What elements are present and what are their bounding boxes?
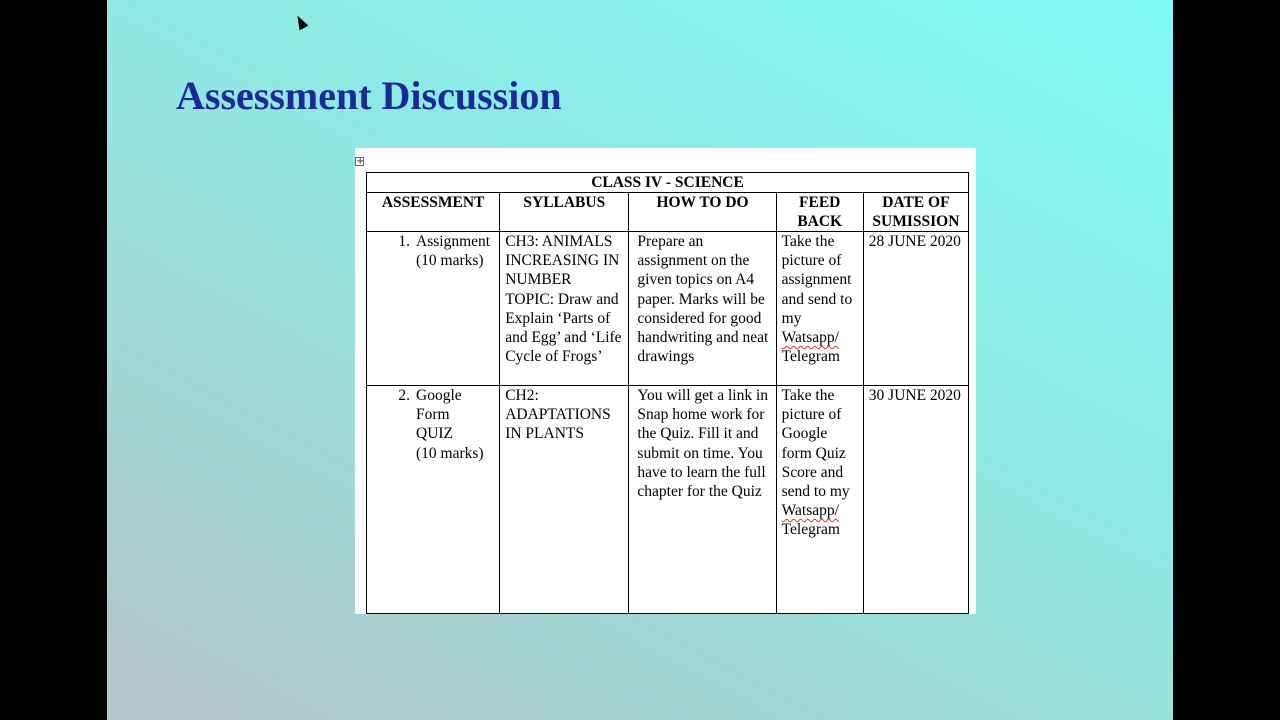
cell-date: 30 JUNE 2020 xyxy=(863,386,968,614)
header-syllabus: SYLLABUS xyxy=(500,193,629,232)
cell-assessment xyxy=(367,386,500,614)
slide-title: Assessment Discussion xyxy=(176,73,562,118)
header-assessment: ASSESSMENT xyxy=(367,193,500,232)
table-row xyxy=(367,232,969,386)
cell-assessment xyxy=(367,232,500,386)
slide xyxy=(107,0,1173,720)
row-number: 1. xyxy=(398,233,410,250)
assessment-text: Assignment (10 marks) xyxy=(416,233,491,270)
header-date: DATE OF SUMISSION xyxy=(863,193,968,232)
feedback-app: Watsapp/ xyxy=(781,502,839,520)
move-handle-icon[interactable]: + xyxy=(356,156,365,167)
cell-syllabus: CH2: ADAPTATIONS IN PLANTS xyxy=(500,386,629,614)
table-row xyxy=(367,386,969,614)
feedback-app: Watsapp/ xyxy=(781,329,839,347)
cell-how-to-do: Prepare an assignment on the given topics on A4 paper. Marks will be considered for good handwriting and neat drawings xyxy=(629,232,776,386)
cell-feedback xyxy=(776,232,863,386)
assessment-text: Google Form QUIZ (10 marks) xyxy=(416,387,484,462)
header-how-to-do: HOW TO DO xyxy=(629,193,776,232)
cell-feedback xyxy=(776,386,863,614)
table-header-row xyxy=(367,193,969,232)
schedule-table xyxy=(366,172,969,614)
feedback-app-2: Telegram xyxy=(781,521,840,539)
header-feedback: FEED BACK xyxy=(776,193,863,232)
table-caption: CLASS IV - SCIENCE xyxy=(367,173,969,193)
cell-how-to-do: You will get a link in Snap home work for the Quiz. Fill it and submit on time. You have to learn the full chapter for the Quiz xyxy=(629,386,776,614)
feedback-app-2: Telegram xyxy=(781,348,840,366)
table-document xyxy=(355,148,976,614)
cell-syllabus: CH3: ANIMALS INCREASING IN NUMBER TOPIC: Draw and Explain ‘Parts of and Egg’ and ‘Life Cycle of Frogs’ xyxy=(500,232,629,386)
row-number: 2. xyxy=(398,387,410,404)
feedback-text: Take the picture of assignment and send to my xyxy=(781,233,853,327)
feedback-text: Take the picture of Google form Quiz Score and send to my xyxy=(781,387,850,501)
cell-date: 28 JUNE 2020 xyxy=(863,232,968,386)
